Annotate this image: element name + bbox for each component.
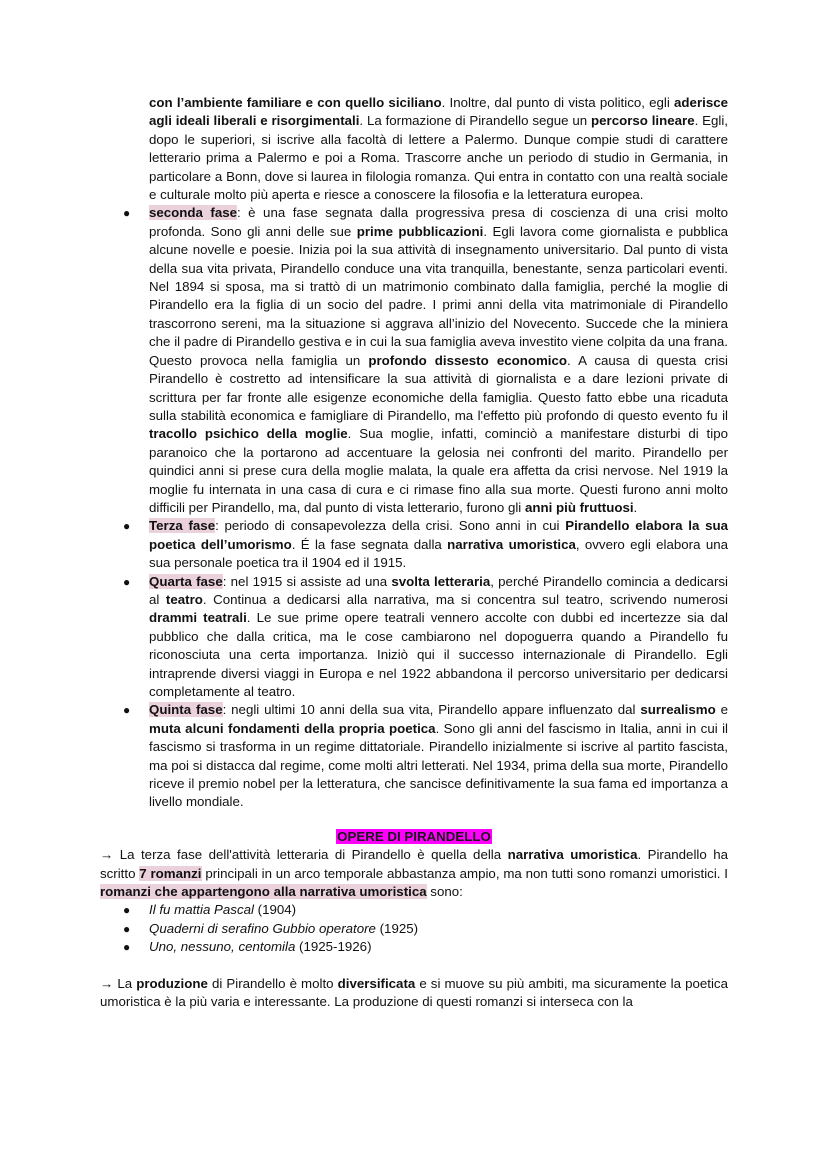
opere-paragraph [100, 846, 728, 901]
produzione-paragraph [100, 975, 728, 1012]
body-text: . Egli, dopo le superiori, si iscrive alla facoltà di lettere a Palermo. Dunque compie studi di carattere letterario prima a Palermo e poi a Roma. Trascorre anche un periodo di studio in Germania, in particolare a Bonn, dove si laurea in filologia romanza. Qui entra in contatto con una realtà sociale e culturale molto più aperta e riesce a conoscere la filosofia e la letteratura europea. [149, 113, 729, 203]
bold-text: teatro [165, 591, 203, 607]
bold-text: muta alcuni fondamenti della propria poetica [149, 720, 436, 736]
bold-text: profondo dissesto economico [368, 352, 568, 368]
bold-highlight: 7 romanzi [139, 865, 202, 881]
list-item [100, 920, 728, 938]
body-text: e si muove su più ambiti, ma sicuramente la poetica umoristica è la più varia e interessante. La produzione di questi romanzi si interseca con la [100, 975, 728, 1010]
body-text: : è una fase segnata dalla progressiva presa di coscienza di una crisi molto profonda. Sono gli anni delle sue [149, 205, 728, 239]
novel-year: (1925-1926) [295, 939, 372, 955]
bold-text: Pirandello elabora la sua poetica dell’umorismo [149, 518, 728, 552]
bold-highlight: romanzi che appartengono alla narrativa umoristica [100, 884, 427, 900]
bold-text: drammi teatrali [149, 610, 247, 626]
list-item-seconda-fase [100, 204, 728, 517]
body-text: : periodo di consapevolezza della crisi. Sono anni in cui [215, 518, 566, 534]
body-text: sono: [426, 884, 463, 900]
bold-text: percorso lineare [591, 113, 695, 129]
bullet-icon: ● [123, 574, 131, 589]
body-text: , ovvero egli elabora una sua personale poetica tra il 1904 ed il 1915. [149, 536, 728, 571]
spacer [100, 957, 728, 975]
body-text: principali in un arco temporale abbastanza ampio, ma non tutti sono romanzi umoristici. I [201, 865, 728, 881]
list-item-quarta-fase [100, 573, 728, 702]
bullet-icon: ● [123, 903, 131, 918]
body-text: di Pirandello è molto [207, 975, 338, 991]
novels-list [100, 901, 728, 956]
body-text: , perché Pirandello comincia a dedicarsi al [149, 573, 728, 607]
section-title-text: OPERE DI PIRANDELLO [337, 828, 491, 844]
body-text: . Egli lavora come giornalista e pubblica alcune novelle e poesie. Inizia poi la sua attività di insegnamento universitario. Dal punto di vista della sua vita privata, Pirandello conduce una vita tranquilla, benestante, senza particolari eventi. Nel 1894 si sposa, ma si trattò di un matrimonio combinato dalla famiglia, perché la moglie di Pirandello era la figlia di un socio del padre. I primi anni della vita matrimoniale di Pirandello trascorrono sereni, ma la situazione si aggrava all’inizio del Novecento. Succede che la miniera che il padre di Pirandello gestiva e in cui la sua famiglia aveva investito viene colpita da una frana. Questo provoca nella famiglia un [149, 223, 728, 368]
document-content [100, 94, 728, 1012]
novel-title: Quaderni di serafino Gubbio operatore [149, 920, 376, 936]
phase-label: Quinta fase [149, 702, 223, 718]
bullet-icon: ● [123, 703, 131, 718]
body-text: . Inoltre, dal punto di vista politico, egli [441, 95, 675, 110]
bullet-icon: ● [123, 519, 131, 534]
bold-text: surrealismo [640, 702, 716, 718]
body-text: . La formazione di Pirandello segue un [359, 113, 591, 129]
section-title [100, 828, 728, 846]
body-text: . Sua moglie, infatti, cominciò a manifestare disturbi di tipo paranoico che la portarono ad accentuare la gelosia nei confronti del marito. Pirandello per quindici anni si prese cura della moglie malata, la quale era affetta da crisi nervose. Nel 1919 la moglie fu internata in una casa di cura e ci rimase fino alla sua morte. Questi furono anni molto difficili per Pirandello, ma, dal punto di vista letterario, furono gli [149, 426, 728, 515]
phase-label: Terza fase [149, 518, 216, 534]
novel-year: (1904) [253, 902, 297, 918]
body-text: . [633, 499, 638, 515]
bold-text: svolta letteraria [391, 573, 491, 589]
phase-label: Quarta fase [149, 573, 223, 589]
body-text: : negli ultimi 10 anni della sua vita, Pirandello appare influenzato dal [222, 702, 641, 718]
body-text: : nel 1915 si assiste ad una [222, 573, 392, 589]
novel-title: Uno, nessuno, centomila [149, 939, 296, 955]
body-text: → La terza fase dell'attività letteraria di Pirandello è quella della [100, 847, 508, 863]
bold-text: aderisce agli ideali liberali e risorgimentali [149, 95, 728, 129]
list-item [100, 938, 728, 956]
phase-label: seconda fase [149, 205, 238, 221]
body-text: . Pirandello ha scritto [100, 847, 728, 881]
novel-year: (1925) [375, 920, 419, 936]
body-text: . Le sue prime opere teatrali vennero accolte con dubbi ed incertezze sia dal pubblico che dalla critica, ma le cose cambiarono nel dopoguerra quando a Pirandello fu riconosciuta una certa importanza. Iniziò qui il successo internazionale di Pirandello. Egli intraprende diversi viaggi in Europa e nel 1922 abbandona il percorso universitario per dedicarsi completamente al teatro. [149, 610, 728, 699]
bullet-icon: ● [123, 921, 131, 936]
body-text: . Continua a dedicarsi alla narrativa, ma si concentra sul teatro, scrivendo numerosi [202, 591, 729, 607]
bullet-icon: ● [123, 206, 131, 221]
bullet-icon: ● [123, 940, 131, 955]
list-item [100, 901, 728, 919]
bold-text: narrativa umoristica [447, 536, 576, 552]
body-text: . Sono gli anni del fascismo in Italia, anni in cui il fascismo si trasforma in un regime dittatoriale. Pirandello inizialmente si iscrive al partito fascista, ma poi si distacca dal regime, come molti altri letterati. Nel 1934, prima della sua morte, Pirandello riceve il premio nobel per la letteratura, che sancisce definitivamente la sua fama ed importanza a livello mondiale. [149, 720, 728, 810]
intro-paragraph [100, 94, 728, 204]
bold-text: produzione [136, 975, 208, 991]
list-item-quinta-fase [100, 701, 728, 811]
body-text: e [715, 702, 728, 718]
bold-text: narrativa umoristica [507, 847, 638, 863]
bold-text: prime pubblicazioni [356, 223, 484, 239]
bold-text: diversificata [337, 975, 416, 991]
phases-list [100, 204, 728, 811]
novel-title: Il fu mattia Pascal [149, 902, 254, 918]
bold-text: con l’ambiente familiare e con quello siciliano [149, 95, 442, 110]
list-item-terza-fase [100, 517, 728, 572]
bold-text: tracollo psichico della moglie [149, 426, 348, 442]
body-text: . A causa di questa crisi Pirandello è costretto ad intensificare la sua attività di giornalista e a dare lezioni private di scrittura per far fronte alle esigenze economiche della famiglia. Questo fatto ebbe una ricaduta sulla stabilità economica e famigliare di Pirandello, ma l'effetto più profondo di questo evento fu il [149, 352, 728, 423]
body-text: . É la fase segnata dalla [291, 536, 448, 552]
bold-text: anni più fruttuosi [524, 499, 634, 515]
body-text: → La [100, 975, 137, 991]
